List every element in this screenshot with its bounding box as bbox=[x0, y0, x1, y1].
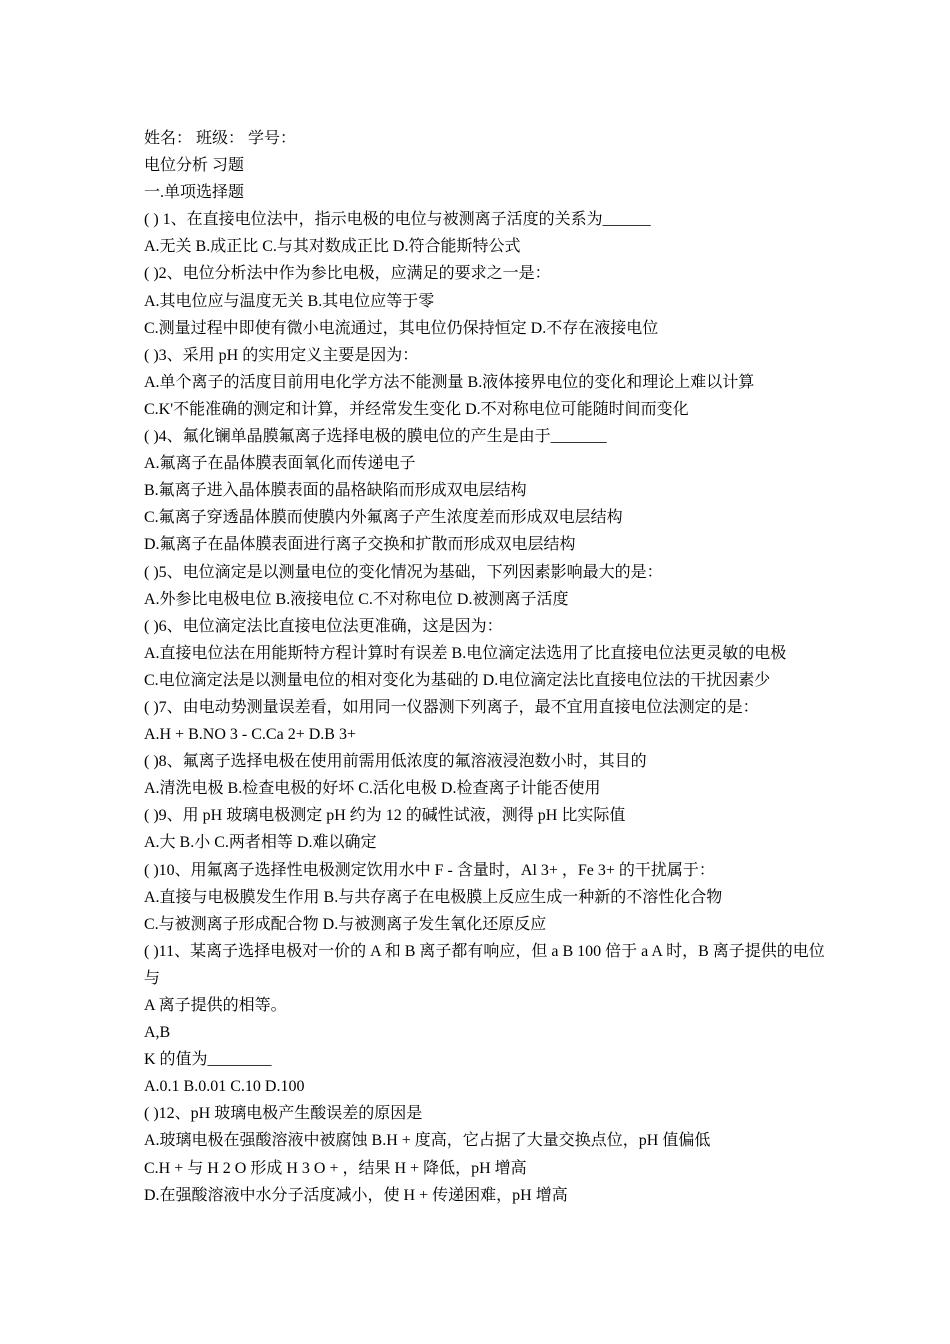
question-1-stem: ( ) 1、在直接电位法中，指示电极的电位与被测离子活度的关系为______ bbox=[144, 211, 651, 229]
question-4-stem: ( )4、氟化镧单晶膜氟离子选择电极的膜电位的产生是由于_______ bbox=[144, 428, 607, 446]
question-12-options: A.玻璃电极在强酸溶液中被腐蚀 B.H + 度高，它占据了大量交换点位，pH 值偏低 bbox=[144, 1132, 711, 1150]
question-11-stem-continued: 与 bbox=[144, 969, 161, 987]
question-10-options: A.直接与电极膜发生作用 B.与共存离子在电极膜上反应生成一种新的不溶性化合物 bbox=[144, 888, 723, 906]
question-3-options: C.K'不能准确的测定和计算，并经常发生变化 D.不对称电位可能随时间而变化 bbox=[144, 400, 689, 418]
question-7-stem: ( )7、由电动势测量误差看，如用同一仪器测下列离子，最不宜用直接电位法测定的是： bbox=[144, 698, 759, 716]
question-2-options: C.测量过程中即使有微小电流通过，其电位仍保持恒定 D.不存在液接电位 bbox=[144, 319, 659, 337]
question-6-options: A.直接电位法在用能斯特方程计算时有误差 B.电位滴定法选用了比直接电位法更灵敏的电极 bbox=[144, 644, 787, 662]
question-11-options: A.0.1 B.0.01 C.10 D.100 bbox=[144, 1078, 305, 1096]
question-8-options: A.清洗电极 B.检查电极的好坏 C.活化电极 D.检查离子计能否使用 bbox=[144, 780, 601, 798]
question-6-stem: ( )6、电位滴定法比直接电位法更准确，这是因为： bbox=[144, 617, 503, 635]
question-7-options: A.H + B.NO 3 - C.Ca 2+ D.B 3+ bbox=[144, 726, 356, 744]
question-5-stem: ( )5、电位滴定是以测量电位的变化情况为基础，下列因素影响最大的是： bbox=[144, 563, 663, 581]
question-1-options: A.无关 B.成正比 C.与其对数成正比 D.符合能斯特公式 bbox=[144, 238, 521, 256]
section-heading: 一.单项选择题 bbox=[144, 184, 245, 202]
question-4-option-c: C.氟离子穿透晶体膜而使膜内外氟离子产生浓度差而形成双电层结构 bbox=[144, 509, 623, 527]
question-6-options: C.电位滴定法是以测量电位的相对变化为基础的 D.电位滴定法比直接电位法的干扰因素少 bbox=[144, 671, 771, 689]
question-8-stem: ( )8、氟离子选择电极在使用前需用低浓度的氟溶液浸泡数小时，其目的 bbox=[144, 753, 647, 771]
question-2-stem: ( )2、电位分析法中作为参比电极，应满足的要求之一是： bbox=[144, 265, 551, 283]
document-title: 电位分析 习题 bbox=[144, 157, 245, 175]
question-12-stem: ( )12、pH 玻璃电极产生酸误差的原因是 bbox=[144, 1105, 423, 1123]
student-info-line: 姓名： 班级： 学号： bbox=[144, 130, 297, 147]
question-5-options: A.外参比电极电位 B.液接电位 C.不对称电位 D.被测离子活度 bbox=[144, 590, 569, 608]
question-3-stem: ( )3、采用 pH 的实用定义主要是因为： bbox=[144, 346, 419, 364]
question-12-option-c: C.H + 与 H 2 O 形成 H 3 O + ，结果 H + 降低，pH 增高 bbox=[144, 1159, 527, 1177]
question-12-option-d: D.在强酸溶液中水分子活度减小，使 H + 传递困难，pH 增高 bbox=[144, 1186, 568, 1204]
question-4-option-a: A.氟离子在晶体膜表面氧化而传递电子 bbox=[144, 455, 416, 473]
question-9-options: A.大 B.小 C.两者相等 D.难以确定 bbox=[144, 834, 377, 852]
question-11-stem-continued: A 离子提供的相等。 bbox=[144, 997, 287, 1014]
question-11-coefficient-subscript: A,B bbox=[144, 1024, 171, 1042]
question-3-options: A.单个离子的活度目前用电化学方法不能测量 B.液体接界电位的变化和理论上难以计算 bbox=[144, 373, 755, 391]
question-4-option-d: D.氟离子在晶体膜表面进行离子交换和扩散而形成双电层结构 bbox=[144, 536, 576, 554]
question-2-options: A.其电位应与温度无关 B.其电位应等于零 bbox=[144, 292, 435, 310]
document-page bbox=[144, 125, 874, 1209]
question-10-options: C.与被测离子形成配合物 D.与被测离子发生氧化还原反应 bbox=[144, 915, 547, 933]
question-4-option-b: B.氟离子进入晶体膜表面的晶格缺陷而形成双电层结构 bbox=[144, 482, 527, 500]
question-9-stem: ( )9、用 pH 玻璃电极测定 pH 约为 12 的碱性试液，测得 pH 比实际值 bbox=[144, 807, 626, 825]
question-11-coefficient-line: K 的值为________ bbox=[144, 1051, 272, 1069]
question-10-stem: ( )10、用氟离子选择性电极测定饮用水中 F - 含量时，Al 3+ ，Fe 3+ 的干扰属于： bbox=[144, 861, 715, 879]
question-11-stem: ( )11、某离子选择电极对一价的 A 和 B 离子都有响应，但 a B 100 倍于 a A 时，B 离子提供的电位 bbox=[144, 942, 825, 960]
